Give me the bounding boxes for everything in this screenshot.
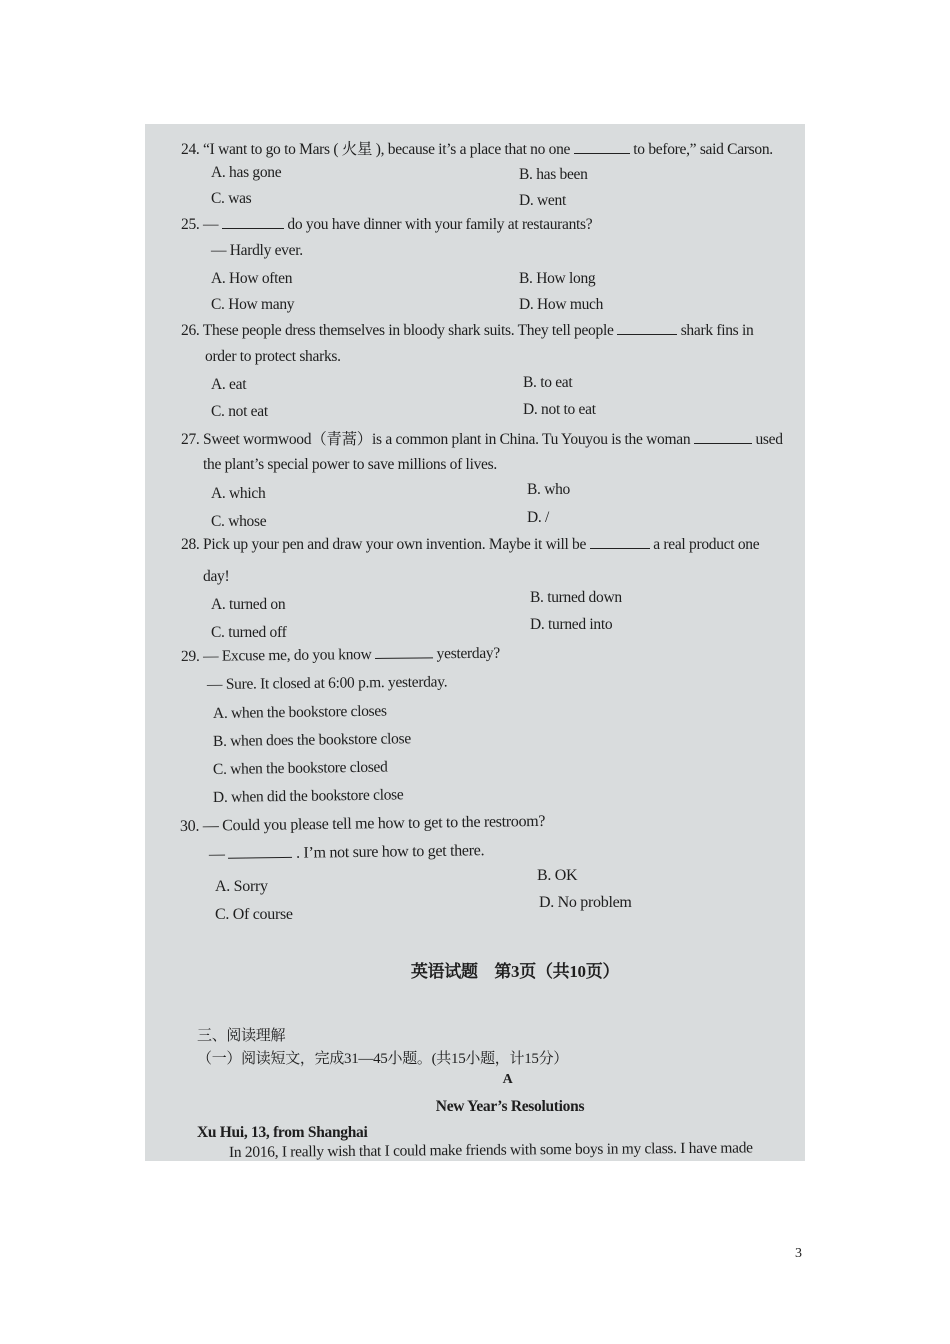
q30-dash: — [208,845,225,863]
q29-option-d: D. when did the bookstore close [212,786,404,806]
question-30: 30. — Could you please tell me how to get to the restroom? [179,812,546,835]
section-heading: 三、阅读理解 [197,1028,286,1044]
q26-stem: 26. These people dress themselves in bloody shark suits. They tell people [181,322,614,339]
q27-stem: 27. Sweet wormwood（青蒿）is a common plant in China. Tu Youyou is the woman [181,431,691,448]
q27-option-c: C. whose [211,513,267,530]
section-instruction: （一）阅读短文，完成31—45小题。(共15小题，计15分） [197,1051,568,1067]
q28-stem-end: a real product one [653,536,760,553]
q30-option-d: D. No problem [539,894,632,911]
q25-reply: — Hardly ever. [211,242,303,259]
passage-first-line: In 2016, I really wish that I could make friends with some boys in my class. I have made [228,1139,753,1161]
q26-stem-end: shark fins in [680,322,754,339]
q27-option-b: B. who [527,481,570,498]
q28-option-c: C. turned off [211,624,287,641]
q24-option-c: C. was [211,190,252,207]
answer-blank [228,856,292,859]
answer-blank [574,152,630,154]
q25-stem: do you have dinner with your family at restaurants? [287,216,593,233]
q29-reply: — Sure. It closed at 6:00 p.m. yesterday. [206,673,448,693]
answer-blank [222,227,284,229]
passage-title: New Year’s Resolutions [435,1098,585,1115]
q28-stem: 28. Pick up your pen and draw your own invention. Maybe it will be [181,536,587,553]
q30-reply-text: . I’m not sure how to get there. [295,842,485,862]
q26-option-b: B. to eat [523,374,573,391]
answer-blank [617,333,677,335]
q26-stem-continued: order to protect sharks. [205,348,341,365]
q25-option-d: D. How much [519,296,604,313]
q26-option-d: D. not to eat [523,401,596,418]
q28-option-b: B. turned down [530,589,622,606]
q26-option-c: C. not eat [211,403,268,420]
q27-stem-end: used [755,431,783,448]
question-29 [181,645,500,666]
answer-blank [375,656,433,659]
q27-option-a: A. which [211,485,266,502]
q29-option-b: B. when does the bookstore close [212,730,411,750]
q29-option-a: A. when the bookstore closes [212,702,387,722]
q29-stem: 29. — Excuse me, do you know [180,646,372,665]
q25-option-b: B. How long [519,270,596,287]
q30-option-c: C. Of course [215,906,293,923]
question-28 [181,536,759,554]
q28-option-d: D. turned into [530,616,613,633]
scanned-exam-page [145,124,805,1161]
passage-author: Xu Hui, 13, from Shanghai [197,1124,368,1141]
q24-option-a: A. has gone [211,164,282,181]
q28-option-a: A. turned on [211,596,286,613]
q26-option-a: A. eat [211,376,247,393]
q25-option-a: A. How often [211,270,293,287]
q27-stem-continued: the plant’s special power to save millions of lives. [203,456,497,473]
answer-blank [590,547,650,549]
question-26 [181,322,753,340]
question-25 [181,216,592,234]
passage-letter: A [502,1072,513,1087]
q30-option-a: A. Sorry [215,878,268,895]
q25-option-c: C. How many [211,296,295,313]
question-24 [181,137,773,159]
q25-number: 25. — [181,216,219,233]
q28-stem-continued: day! [203,568,230,585]
q27-option-d: D. / [527,509,550,526]
scan-page-footer: 英语试题 第3页（共10页） [410,962,620,981]
page-number: 3 [795,1246,802,1261]
q24-option-b: B. has been [519,166,588,183]
q30-option-b: B. OK [537,867,578,884]
answer-blank [694,442,752,444]
q29-option-c: C. when the bookstore closed [212,758,388,778]
q30-reply [209,842,484,864]
q24-option-d: D. went [519,192,566,209]
question-27 [181,427,783,449]
q24-stem: 24. “I want to go to Mars ( 火星 ), because it’s a place that no one [181,141,571,158]
q24-stem-end: to before,” said Carson. [633,141,773,158]
q29-stem-end: yesterday? [436,644,501,663]
